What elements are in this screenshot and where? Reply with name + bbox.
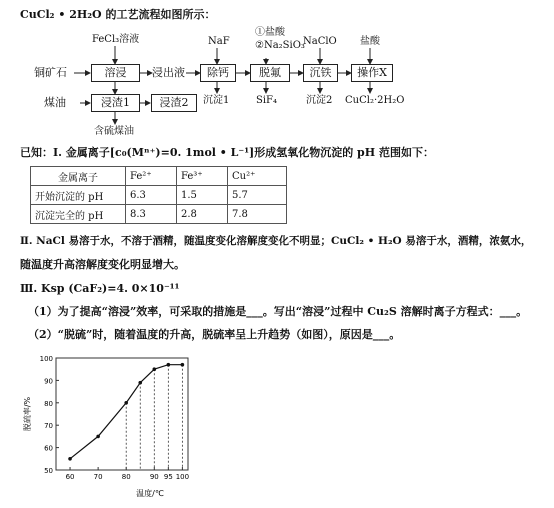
chart-data-point: [181, 363, 185, 367]
table-cell: 6.3: [126, 186, 177, 205]
known-condition-2-line-2: 随温度升高溶解度变化明显增大。: [20, 258, 185, 271]
chart-y-tick-label: 70: [44, 422, 53, 431]
chart-data-point: [152, 367, 156, 371]
known-condition-2-line-1: Ⅱ. NaCl 易溶于水，不溶于酒精，随温度变化溶解度变化不明显；CuCl₂ • H₂O 易溶于水，酒精，浓氨水，: [20, 235, 532, 247]
question-1: （1）为了提高“溶浸”效率，可采取的措施是___。写出“溶浸”过程中 Cu₂S 溶解时离子方程式：___。: [28, 305, 528, 318]
chart-y-tick-label: 90: [44, 377, 53, 386]
table-header-cell: Fe²⁺: [126, 167, 177, 186]
table-cell: 5.7: [228, 186, 287, 205]
flow-start-ore: 铜矿石: [34, 66, 67, 79]
ion-ph-table: [30, 166, 287, 224]
table-header-row: [31, 167, 287, 186]
flow-sulfur-kerosene: 含硫煤油: [94, 126, 134, 137]
flow-step-precipitate-iron: 沉铁: [303, 64, 338, 82]
chart-data-point: [96, 435, 100, 439]
flow-precipitate-2: 沉淀2: [306, 95, 333, 106]
chart-y-tick-label: 60: [44, 444, 53, 453]
table-cell: 开始沉淀的 pH: [31, 186, 126, 205]
chart-x-tick-label: 70: [93, 473, 103, 481]
flow-reagent-na2sio3: ②Na₂SiO₃: [255, 40, 305, 51]
table-cell: 沉淀完全的 pH: [31, 205, 126, 224]
chart-x-tick-label: 90: [149, 473, 159, 481]
chart-data-point: [138, 381, 142, 385]
flow-step-remove-calcium: 除钙: [200, 64, 236, 82]
known-condition-1: 已知：Ⅰ. 金属离子[c₀(Mⁿ⁺)=0. 1mol • L⁻¹]形成氢氧化物沉淀的 pH 范围如下：: [20, 146, 434, 159]
table-row: [31, 186, 287, 205]
chart-y-tick-label: 100: [39, 355, 53, 363]
flow-precipitate-1: 沉淀1: [203, 95, 230, 106]
flow-residue-2: 浸渣2: [151, 94, 197, 112]
table-header-cell: Fe³⁺: [177, 167, 228, 186]
flow-product: CuCl₂·2H₂O: [345, 95, 405, 106]
intro-text: CuCl₂ • 2H₂O 的工艺流程如图所示：: [20, 8, 216, 21]
chart-x-tick-label: 95: [163, 473, 173, 481]
flow-step-remove-fluorine: 脱氟: [250, 64, 290, 82]
flow-reagent-naf: NaF: [208, 36, 230, 47]
chart-x-axis-label: 温度/℃: [136, 489, 164, 498]
desulfurization-rate-chart: [20, 348, 200, 503]
chart-y-tick-label: 80: [44, 399, 53, 408]
question-2: （2）“脱硫”时，随着温度的升高，脱硫率呈上升趋势（如图），原因是___。: [28, 328, 401, 341]
chart-data-point: [167, 363, 171, 367]
chart-x-tick-label: 80: [121, 473, 131, 481]
chart-x-tick-label: 100: [175, 473, 190, 481]
table-cell: 7.8: [228, 205, 287, 224]
chart-x-tick-label: 60: [65, 473, 75, 481]
table-header-cell: 金属离子: [31, 167, 126, 186]
table-cell: 2.8: [177, 205, 228, 224]
chart-data-point: [124, 401, 128, 405]
chart-data-point: [68, 457, 72, 461]
chart-y-tick-label: 50: [44, 467, 53, 475]
chart-y-axis-label: 脱硫率/%: [23, 396, 32, 432]
known-condition-3: Ⅲ. Ksp (CaF₂)=4. 0×10⁻¹¹: [20, 282, 180, 295]
flow-kerosene: 煤油: [44, 96, 66, 109]
flow-sif4: SiF₄: [256, 95, 277, 106]
flow-reagent-naclo: NaClO: [303, 36, 337, 47]
table-header-cell: Cu²⁺: [228, 167, 287, 186]
flow-reagent-hcl-1: ①盐酸: [255, 27, 285, 38]
table-cell: 8.3: [126, 205, 177, 224]
table-cell: 1.5: [177, 186, 228, 205]
flow-step-leach: 溶浸: [91, 64, 140, 82]
flow-residue-1: 浸渣1: [91, 94, 140, 112]
flow-leachate: 浸出液: [152, 66, 185, 79]
flow-step-operation-x: 操作X: [351, 64, 393, 82]
flow-reagent-hcl: 盐酸: [360, 36, 380, 47]
table-row: [31, 205, 287, 224]
flow-reagent-fecl3: FeCl₃溶液: [92, 34, 140, 45]
